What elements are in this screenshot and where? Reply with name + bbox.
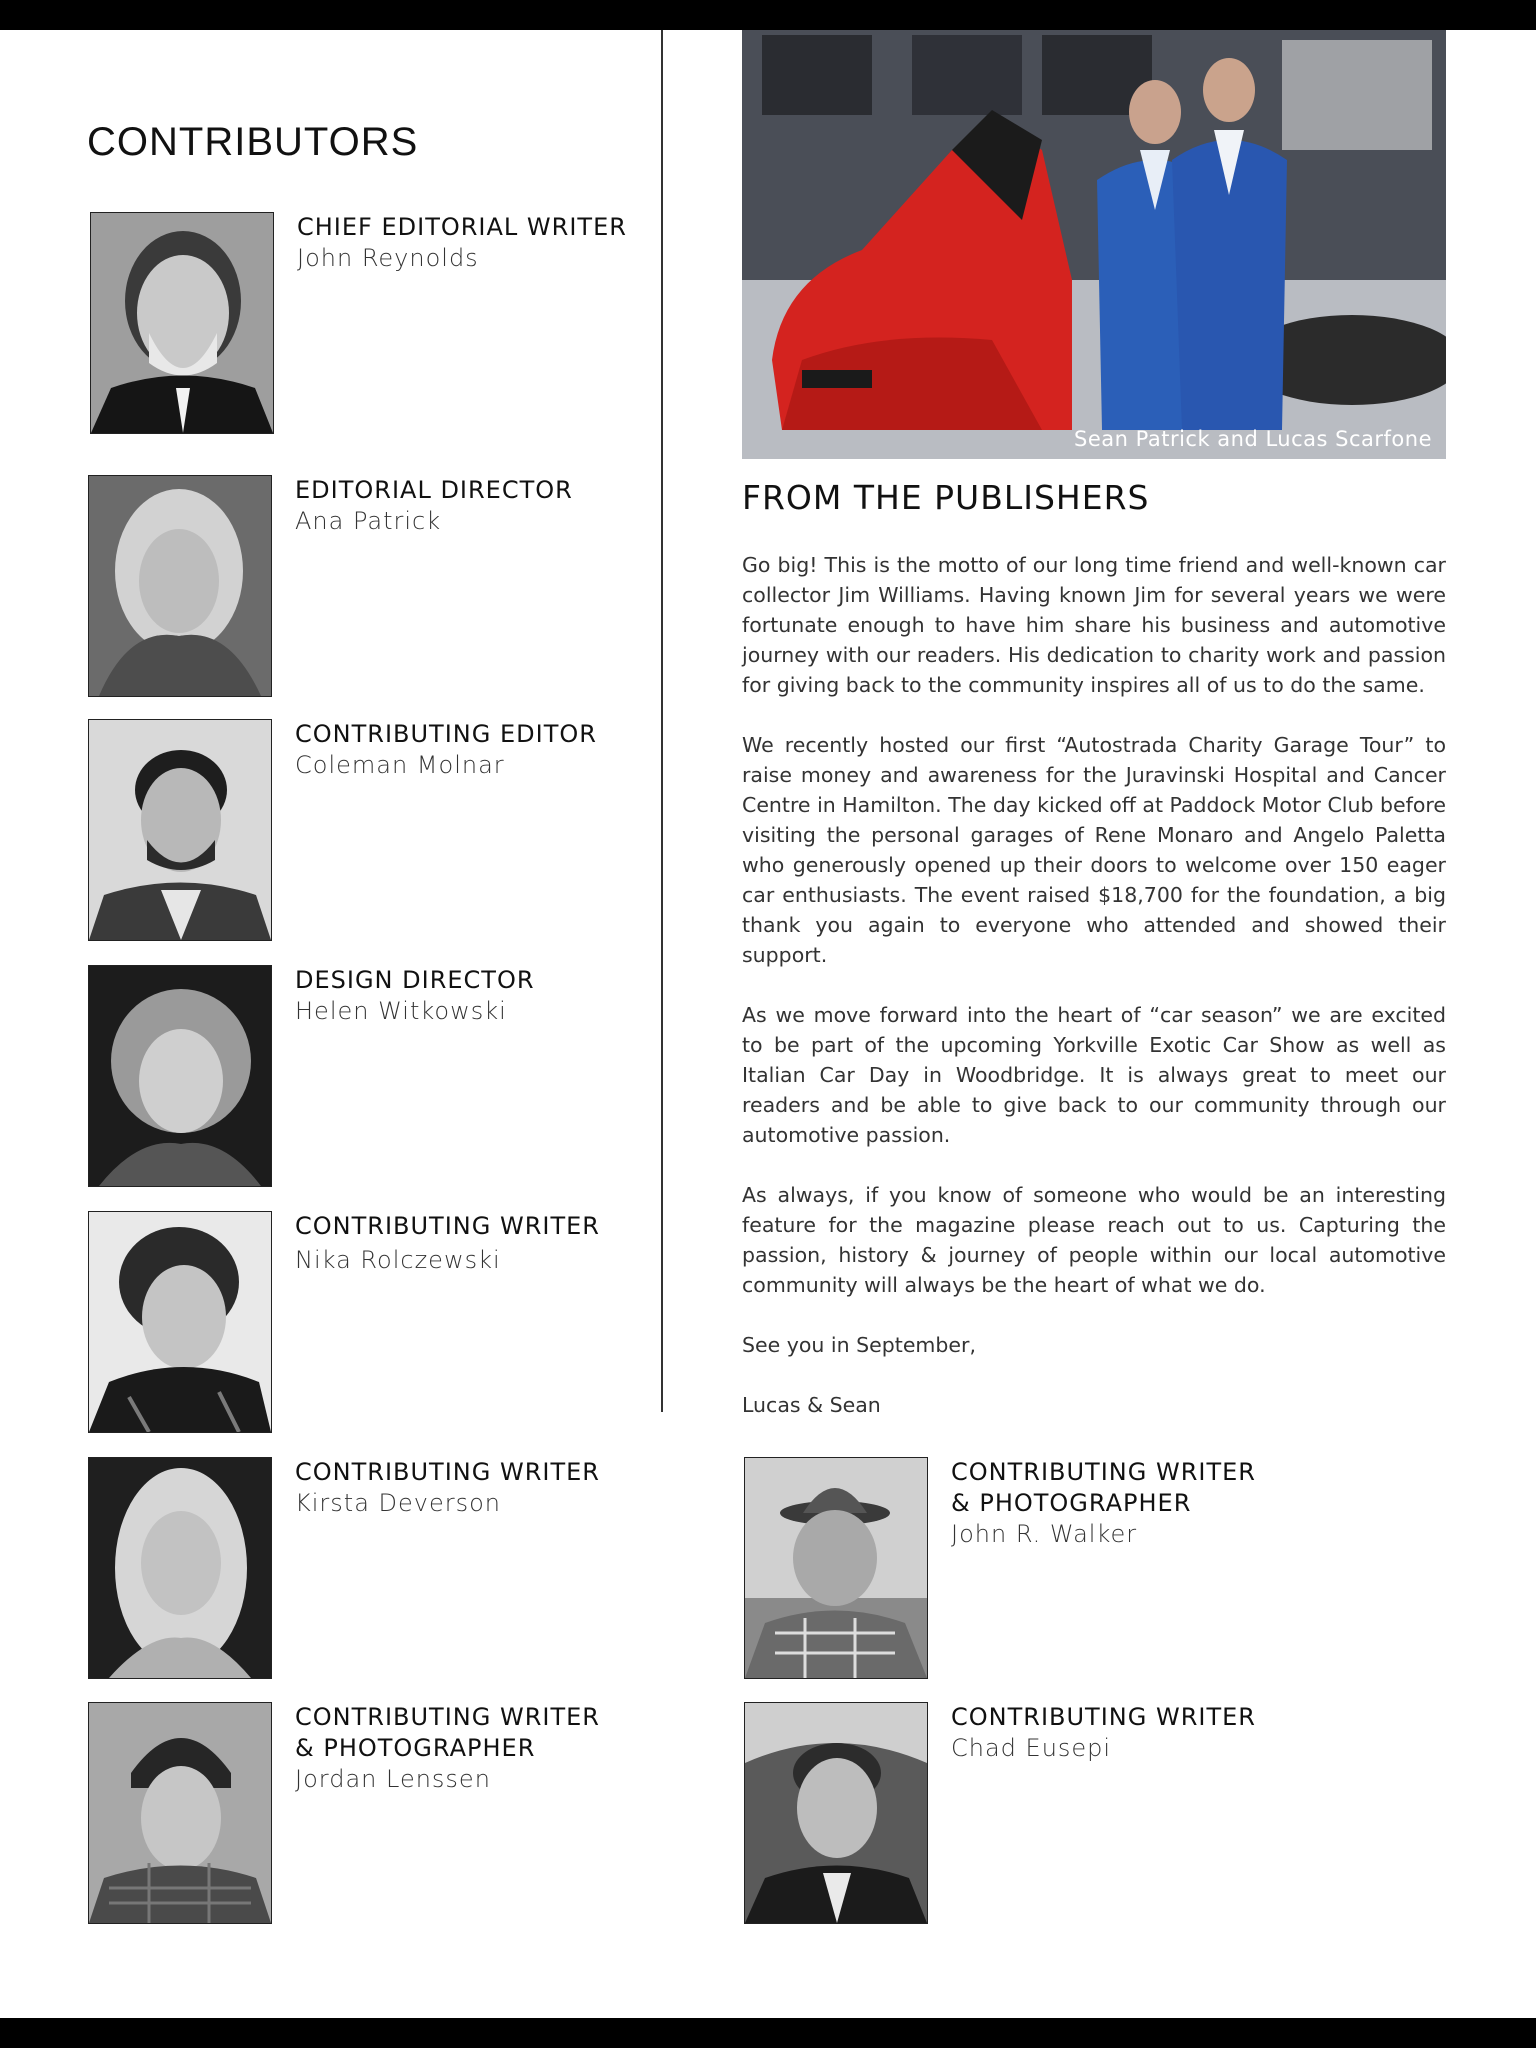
top-bar	[0, 0, 1536, 30]
contributor-portrait	[88, 475, 272, 697]
publishers-heading: FROM THE PUBLISHERS	[742, 478, 1150, 517]
contributor-name: Coleman Molnar	[295, 751, 505, 779]
letter-paragraph: We recently hosted our first “Autostrada Charity Garage Tour” to raise money and awareness for the Juravinski Hospital and Cancer Centre in Hamilton. The day kicked off at Paddock Motor Club before visiting the personal garages of Rene Monaro and Angelo Paletta who generously opened up their doors to welcome over 150 eager car enthusiasts. The event raised $18,700 for the foundation, a big thank you again to everyone who attended and showed their support.	[742, 733, 1446, 967]
contributor-role: CONTRIBUTING EDITOR	[295, 720, 597, 748]
contributors-heading: CONTRIBUTORS	[87, 120, 419, 164]
contributor-name: Ana Patrick	[295, 507, 442, 535]
contributor-role: DESIGN DIRECTOR	[295, 966, 535, 994]
letter-paragraph: As always, if you know of someone who would be an interesting feature for the magazine please reach out to us. Capturing the passion, history & journey of people within our local automotive community will always be the heart of what we do.	[742, 1183, 1446, 1297]
contributor-portrait	[88, 1211, 272, 1433]
contributor-portrait	[744, 1702, 928, 1924]
letter-closing: See you in September,	[742, 1333, 976, 1357]
bottom-bar	[0, 2018, 1536, 2048]
contributor-role: CHIEF EDITORIAL WRITER	[297, 213, 627, 241]
contributor-portrait	[90, 212, 274, 434]
contributor-role: CONTRIBUTING WRITER & PHOTOGRAPHER	[951, 1458, 1256, 1517]
contributor-role: CONTRIBUTING WRITER	[951, 1703, 1256, 1731]
contributor-role: CONTRIBUTING WRITER	[295, 1458, 600, 1486]
letter-paragraph: As we move forward into the heart of “car season” we are excited to be part of the upcoming Yorkville Exotic Car Show as well as Italian Car Day in Woodbridge. It is always great to meet our readers and be able to give back to our community through our automotive passion.	[742, 1003, 1446, 1147]
contributor-portrait	[744, 1457, 928, 1679]
contributor-name: Jordan Lenssen	[295, 1765, 491, 1793]
publishers-letter	[742, 550, 1446, 1450]
contributor-portrait	[88, 719, 272, 941]
contributor-name: Nika Rolczewski	[295, 1246, 501, 1274]
contributor-name: John Reynolds	[297, 244, 479, 272]
photo-caption: Sean Patrick and Lucas Scarfone	[1074, 427, 1432, 451]
letter-paragraph: Go big! This is the motto of our long time friend and well-known car collector Jim Williams. Having known Jim for several years we were fortunate enough to have him share his business and automotive journey with our readers. His dedication to charity work and passion for giving back to the community inspires all of us to do the same.	[742, 553, 1446, 697]
contributor-name: Kirsta Deverson	[295, 1489, 502, 1517]
contributor-portrait	[88, 1702, 272, 1924]
contributor-name: Helen Witkowski	[295, 997, 507, 1025]
publishers-photo	[742, 30, 1446, 459]
contributor-name: John R. Walker	[951, 1520, 1138, 1548]
contributor-name: Chad Eusepi	[951, 1734, 1112, 1762]
contributor-portrait	[88, 965, 272, 1187]
contributor-portrait	[88, 1457, 272, 1679]
letter-signature: Lucas & Sean	[742, 1393, 881, 1417]
contributor-role: CONTRIBUTING WRITER & PHOTOGRAPHER	[295, 1703, 600, 1762]
contributor-role: CONTRIBUTING WRITER	[295, 1212, 600, 1240]
contributor-role: EDITORIAL DIRECTOR	[295, 476, 573, 504]
